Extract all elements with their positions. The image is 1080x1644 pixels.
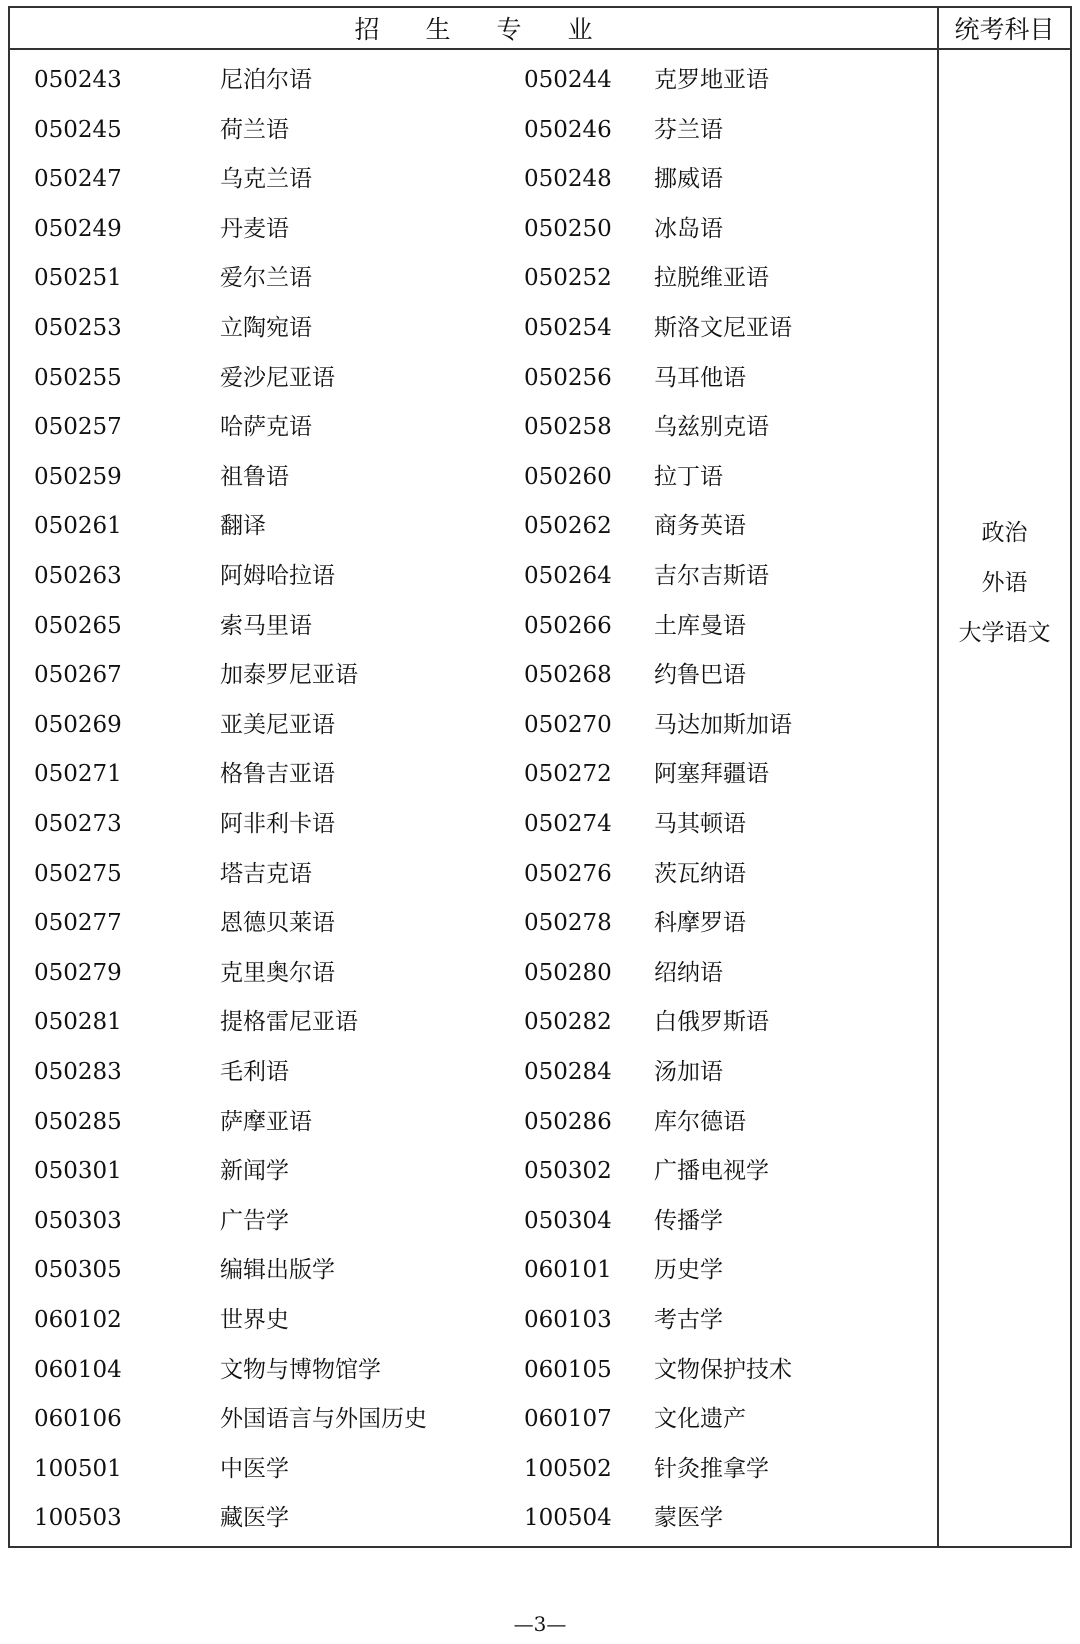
table-row — [10, 953, 937, 993]
major-right: 约鲁巴语 — [654, 662, 746, 689]
code-left: 100501 — [34, 1455, 122, 1482]
table-row — [10, 358, 937, 398]
header-major: 招生专业 — [354, 15, 639, 44]
code-left: 050279 — [34, 959, 122, 986]
major-left: 哈萨克语 — [220, 414, 312, 441]
major-left: 中医学 — [220, 1455, 289, 1482]
code-right: 050266 — [524, 612, 612, 639]
major-right: 汤加语 — [654, 1059, 723, 1085]
code-right: 050282 — [524, 1009, 612, 1036]
table-row — [10, 556, 937, 596]
table-row — [10, 1399, 937, 1439]
major-right: 商务英语 — [654, 513, 746, 540]
table-row — [10, 1201, 937, 1241]
major-right: 冰岛语 — [654, 215, 723, 242]
table-header — [10, 8, 1070, 50]
code-right: 050284 — [524, 1059, 612, 1085]
table-row — [10, 1151, 937, 1191]
code-right: 050262 — [524, 513, 612, 540]
table-row — [10, 1102, 937, 1142]
code-left: 050251 — [34, 265, 122, 292]
code-right: 050254 — [524, 315, 612, 341]
table-row — [10, 1250, 937, 1290]
major-left: 世界史 — [220, 1307, 289, 1333]
table-row — [10, 457, 937, 497]
major-right: 绍纳语 — [654, 959, 723, 986]
major-left: 丹麦语 — [220, 215, 289, 242]
major-right: 拉丁语 — [654, 463, 723, 490]
header-subject: 统考科目 — [954, 15, 1055, 44]
major-right: 文物保护技术 — [654, 1356, 792, 1383]
major-left: 阿姆哈拉语 — [220, 563, 335, 589]
table-row — [10, 903, 937, 943]
table-row — [10, 407, 937, 447]
page-number: —3— — [513, 1612, 567, 1636]
code-right: 050244 — [524, 67, 612, 93]
major-right: 广播电视学 — [654, 1158, 769, 1185]
table-row — [10, 159, 937, 199]
code-right: 100502 — [524, 1455, 612, 1482]
code-left: 050247 — [34, 166, 122, 193]
code-right: 060105 — [524, 1356, 612, 1383]
major-right: 吉尔吉斯语 — [654, 563, 769, 589]
code-right: 100504 — [524, 1505, 612, 1532]
major-left: 亚美尼亚语 — [220, 711, 335, 738]
code-left: 050259 — [34, 463, 122, 490]
code-left: 050273 — [34, 811, 122, 837]
major-left: 翻译 — [220, 513, 266, 540]
code-left: 050281 — [34, 1009, 122, 1036]
code-right: 050248 — [524, 166, 612, 193]
major-left: 藏医学 — [220, 1505, 289, 1532]
major-left: 格鲁吉亚语 — [220, 761, 335, 788]
table-row — [10, 209, 937, 249]
code-left: 050253 — [34, 315, 122, 341]
column-divider — [937, 8, 939, 1546]
code-left: 050275 — [34, 860, 122, 887]
table-row — [10, 854, 937, 894]
code-right: 050270 — [524, 711, 612, 738]
code-right: 050286 — [524, 1108, 612, 1135]
code-right: 050260 — [524, 463, 612, 490]
code-left: 060102 — [34, 1307, 122, 1333]
code-right: 060103 — [524, 1307, 612, 1333]
major-right: 土库曼语 — [654, 612, 746, 639]
code-left: 050249 — [34, 215, 122, 242]
code-left: 050255 — [34, 364, 122, 391]
code-right: 050264 — [524, 563, 612, 589]
major-left: 爱沙尼亚语 — [220, 364, 335, 391]
major-left: 编辑出版学 — [220, 1257, 335, 1284]
table-row — [10, 804, 937, 844]
major-right: 传播学 — [654, 1207, 723, 1234]
major-right: 乌兹别克语 — [654, 414, 769, 441]
table-row — [10, 110, 937, 150]
code-right: 050272 — [524, 761, 612, 788]
major-left: 爱尔兰语 — [220, 265, 312, 292]
major-left: 索马里语 — [220, 612, 312, 639]
table-row — [10, 754, 937, 794]
major-right: 挪威语 — [654, 166, 723, 193]
major-right: 文化遗产 — [654, 1406, 746, 1433]
table-row — [10, 1449, 937, 1489]
code-left: 050265 — [34, 612, 122, 639]
code-right: 060107 — [524, 1406, 612, 1433]
major-left: 祖鲁语 — [220, 463, 289, 490]
major-right: 拉脱维亚语 — [654, 265, 769, 292]
code-right: 050302 — [524, 1158, 612, 1185]
code-left: 050301 — [34, 1158, 122, 1185]
major-right: 茨瓦纳语 — [654, 860, 746, 887]
major-right: 库尔德语 — [654, 1108, 746, 1135]
major-left: 阿非利卡语 — [220, 811, 335, 837]
major-left: 新闻学 — [220, 1158, 289, 1185]
table-row — [10, 1498, 937, 1538]
code-left: 100503 — [34, 1505, 122, 1532]
table-row — [10, 606, 937, 646]
table-row — [10, 705, 937, 745]
major-right: 白俄罗斯语 — [654, 1009, 769, 1036]
code-right: 050276 — [524, 860, 612, 887]
code-right: 050252 — [524, 265, 612, 292]
code-left: 050267 — [34, 662, 122, 689]
table-row — [10, 258, 937, 298]
table-row — [10, 60, 937, 100]
major-right: 考古学 — [654, 1307, 723, 1333]
major-right: 斯洛文尼亚语 — [654, 315, 792, 341]
major-left: 加泰罗尼亚语 — [220, 662, 358, 689]
table-row — [10, 655, 937, 695]
table-row — [10, 1002, 937, 1042]
major-right: 科摩罗语 — [654, 910, 746, 937]
major-left: 克里奥尔语 — [220, 959, 335, 986]
code-left: 050277 — [34, 910, 122, 937]
table-row — [10, 1300, 937, 1340]
major-left: 恩德贝莱语 — [220, 910, 335, 937]
code-left: 050305 — [34, 1257, 122, 1284]
major-left: 文物与博物馆学 — [220, 1356, 381, 1383]
code-right: 050304 — [524, 1207, 612, 1234]
major-right: 针灸推拿学 — [654, 1455, 769, 1482]
subject-item: 外语 — [981, 570, 1028, 596]
major-right: 历史学 — [654, 1257, 723, 1284]
major-left: 毛利语 — [220, 1059, 289, 1085]
code-right: 060101 — [524, 1257, 612, 1284]
code-right: 050256 — [524, 364, 612, 391]
major-right: 蒙医学 — [654, 1505, 723, 1532]
major-left: 广告学 — [220, 1207, 289, 1234]
major-left: 立陶宛语 — [220, 315, 312, 341]
major-right: 马其顿语 — [654, 811, 746, 837]
table-row — [10, 506, 937, 546]
major-left: 荷兰语 — [220, 116, 289, 143]
code-left: 060104 — [34, 1356, 122, 1383]
code-right: 050278 — [524, 910, 612, 937]
major-right: 马耳他语 — [654, 364, 746, 391]
major-left: 提格雷尼亚语 — [220, 1009, 358, 1036]
code-right: 050280 — [524, 959, 612, 986]
code-left: 050245 — [34, 116, 122, 143]
code-left: 050261 — [34, 513, 122, 540]
code-left: 050303 — [34, 1207, 122, 1234]
code-right: 050258 — [524, 414, 612, 441]
major-left: 塔吉克语 — [220, 860, 312, 887]
major-right: 马达加斯加语 — [654, 711, 792, 738]
code-right: 050246 — [524, 116, 612, 143]
code-left: 050283 — [34, 1059, 122, 1085]
major-left: 尼泊尔语 — [220, 67, 312, 93]
subject-item: 政治 — [981, 520, 1028, 546]
major-left: 萨摩亚语 — [220, 1108, 312, 1135]
exam-subjects — [939, 508, 1070, 658]
major-left: 外国语言与外国历史 — [220, 1406, 427, 1433]
table-row — [10, 1052, 937, 1092]
major-right: 芬兰语 — [654, 116, 723, 143]
table-row — [10, 308, 937, 348]
major-right: 阿塞拜疆语 — [654, 761, 769, 788]
code-left: 050263 — [34, 563, 122, 589]
code-left: 060106 — [34, 1406, 122, 1433]
majors-table — [8, 6, 1072, 1548]
code-left: 050285 — [34, 1108, 122, 1135]
code-right: 050274 — [524, 811, 612, 837]
code-right: 050250 — [524, 215, 612, 242]
code-left: 050257 — [34, 414, 122, 441]
major-left: 乌克兰语 — [220, 166, 312, 193]
subject-item: 大学语文 — [958, 620, 1051, 646]
table-row — [10, 1350, 937, 1390]
code-left: 050243 — [34, 67, 122, 93]
code-left: 050271 — [34, 761, 122, 788]
code-left: 050269 — [34, 711, 122, 738]
code-right: 050268 — [524, 662, 612, 689]
major-right: 克罗地亚语 — [654, 67, 769, 93]
